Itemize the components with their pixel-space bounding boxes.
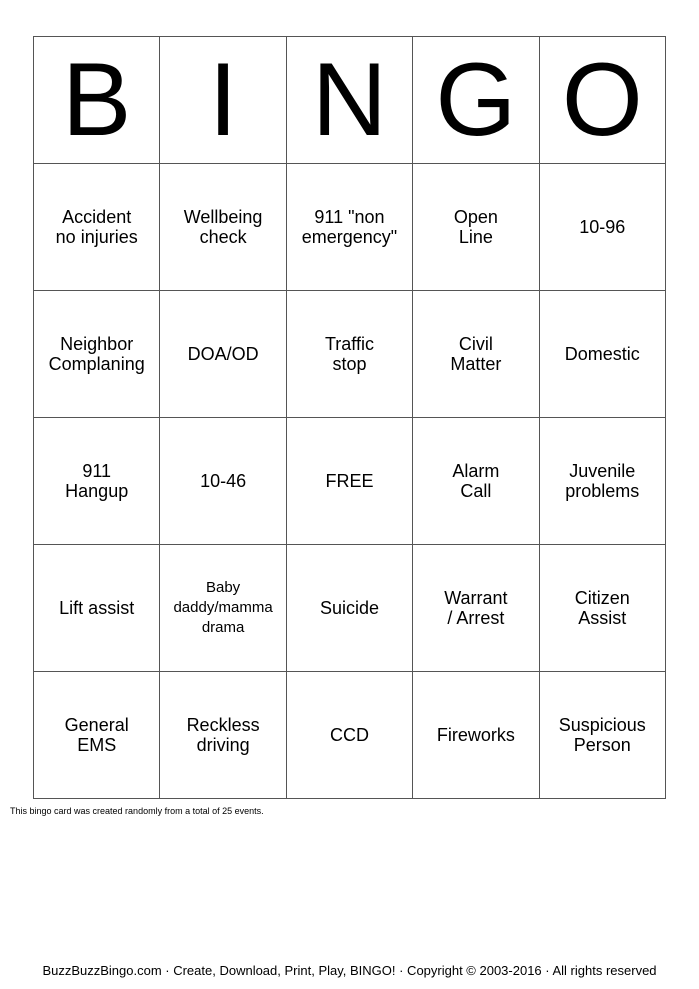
cell-label: Traffic stop bbox=[324, 334, 374, 374]
free-space-cell bbox=[286, 418, 412, 545]
card-cell bbox=[34, 291, 160, 418]
card-cell bbox=[160, 418, 286, 545]
card-cell bbox=[286, 672, 412, 799]
card-cell bbox=[539, 672, 665, 799]
cell-label: Warrant / Arrest bbox=[444, 588, 508, 628]
cell-label: Wellbeing check bbox=[183, 207, 263, 247]
card-cell bbox=[539, 545, 665, 672]
cell-label: 10-46 bbox=[200, 471, 247, 491]
cell-label: Reckless driving bbox=[186, 715, 260, 755]
card-cell bbox=[34, 164, 160, 291]
cell-label: Alarm Call bbox=[452, 461, 500, 501]
card-row bbox=[34, 672, 666, 799]
card-cell bbox=[286, 164, 412, 291]
card-cell bbox=[286, 291, 412, 418]
site-footer: BuzzBuzzBingo.com · Create, Download, Print, Play, BINGO! · Copyright © 2003-2016 · All rights reserved bbox=[42, 963, 657, 978]
card-cell bbox=[413, 545, 539, 672]
card-cell bbox=[160, 545, 286, 672]
card-cell bbox=[34, 545, 160, 672]
card-cell bbox=[160, 672, 286, 799]
card-row bbox=[34, 418, 666, 545]
header-row bbox=[34, 37, 666, 164]
card-cell bbox=[160, 164, 286, 291]
card-cell bbox=[413, 164, 539, 291]
header-letter-o: O bbox=[539, 37, 665, 164]
card-row bbox=[34, 545, 666, 672]
cell-label: Suspicious Person bbox=[558, 715, 646, 755]
cell-label: Civil Matter bbox=[450, 334, 502, 374]
cell-label: General EMS bbox=[64, 715, 129, 755]
cell-label: Fireworks bbox=[436, 725, 515, 745]
card-row bbox=[34, 291, 666, 418]
card-cell bbox=[539, 291, 665, 418]
cell-label: DOA/OD bbox=[187, 344, 259, 364]
card-cell bbox=[413, 291, 539, 418]
header-letter-n: N bbox=[286, 37, 412, 164]
card-cell bbox=[413, 672, 539, 799]
cell-label: Lift assist bbox=[59, 598, 135, 618]
header-letter-g: G bbox=[413, 37, 539, 164]
cell-label: 911 Hangup bbox=[65, 461, 129, 501]
header-letter-b: B bbox=[34, 37, 160, 164]
free-space-label: FREE bbox=[325, 471, 374, 491]
card-cell bbox=[286, 545, 412, 672]
header-letter-i: I bbox=[160, 37, 286, 164]
card-cell bbox=[34, 672, 160, 799]
cell-label: Suicide bbox=[319, 598, 379, 618]
cell-label: Neighbor Complaning bbox=[48, 334, 145, 374]
cell-label: Accident no injuries bbox=[55, 207, 138, 247]
cell-label: 10-96 bbox=[579, 217, 626, 237]
cell-label: Juvenile problems bbox=[565, 461, 640, 501]
card-cell bbox=[413, 418, 539, 545]
card-cell bbox=[34, 418, 160, 545]
generation-note: This bingo card was created randomly from a total of 25 events. bbox=[10, 806, 264, 816]
cell-label: Citizen Assist bbox=[574, 588, 630, 628]
cell-label: Open Line bbox=[453, 207, 498, 247]
cell-label: CCD bbox=[329, 725, 369, 745]
cell-label: Baby daddy/mamma drama bbox=[173, 579, 273, 636]
card-cell bbox=[539, 164, 665, 291]
card-cell bbox=[160, 291, 286, 418]
card-row bbox=[34, 164, 666, 291]
cell-label: Domestic bbox=[564, 344, 640, 364]
cell-label: 911 "non emergency" bbox=[301, 207, 398, 247]
card-cell bbox=[539, 418, 665, 545]
bingo-card bbox=[33, 36, 666, 799]
